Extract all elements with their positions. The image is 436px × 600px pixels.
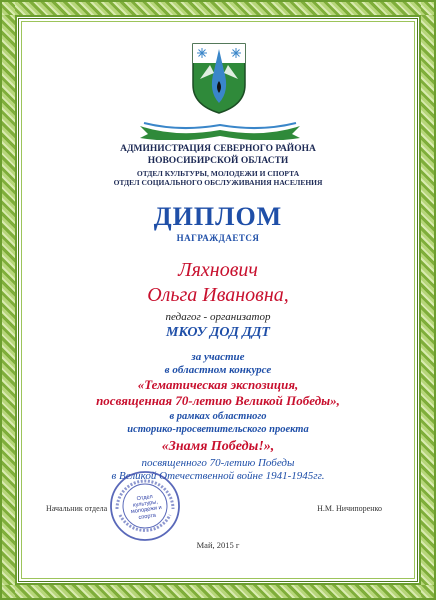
diploma-content (26, 26, 410, 574)
signature-left-title: Начальник отдела (46, 504, 108, 513)
awarded-label: НАГРАЖДАЕТСЯ (176, 233, 260, 243)
participation-line-1: за участие (191, 351, 245, 363)
signature-right-name: Н.М. Ничипоренко (317, 504, 382, 513)
project-frame-line-1: в рамках областного (169, 411, 267, 422)
diploma-title: ДИПЛОМ (153, 202, 283, 231)
contest-name-line-2: посвященная 70-летию Великой Победы», (96, 393, 340, 408)
recipient-organization: МКОУ ДОД ДДТ (166, 325, 270, 340)
stamp-center-text: Отдел культуры, молодежи и спорта (130, 493, 163, 521)
project-frame-line-2: историко-просветительского проекта (127, 424, 309, 435)
contest-name-line-1: «Тематическая экспозиция, (137, 377, 299, 392)
dept-line-1: ОТДЕЛ КУЛЬТУРЫ, МОЛОДЕЖИ И СПОРТА (136, 169, 300, 178)
recipient-last-name: Ляхнович (178, 259, 258, 281)
recipient-first-names: Ольга Ивановна, (147, 284, 289, 306)
admin-line-2: НОВОСИБИРСКОЙ ОБЛАСТИ (147, 156, 289, 166)
admin-line-1: АДМИНИСТРАЦИЯ СЕВЕРНОГО РАЙОНА (120, 144, 316, 154)
issue-date: Май, 2015 г (196, 540, 240, 550)
dedication-line-1: посвященного 70-летию Победы (141, 457, 295, 469)
participation-line-2: в областном конкурсе (164, 364, 272, 376)
ribbon-icon (136, 112, 304, 140)
dept-line-2: ОТДЕЛ СОЦИАЛЬНОГО ОБСЛУЖИВАНИЯ НАСЕЛЕНИЯ (113, 178, 323, 187)
coat-of-arms-icon (190, 41, 248, 115)
recipient-role: педагог - организатор (165, 311, 271, 323)
project-name: «Знамя Победы!», (161, 439, 275, 454)
dedication-line-2: в Великой Отечественной войне 1941-1945гг. (111, 470, 325, 482)
